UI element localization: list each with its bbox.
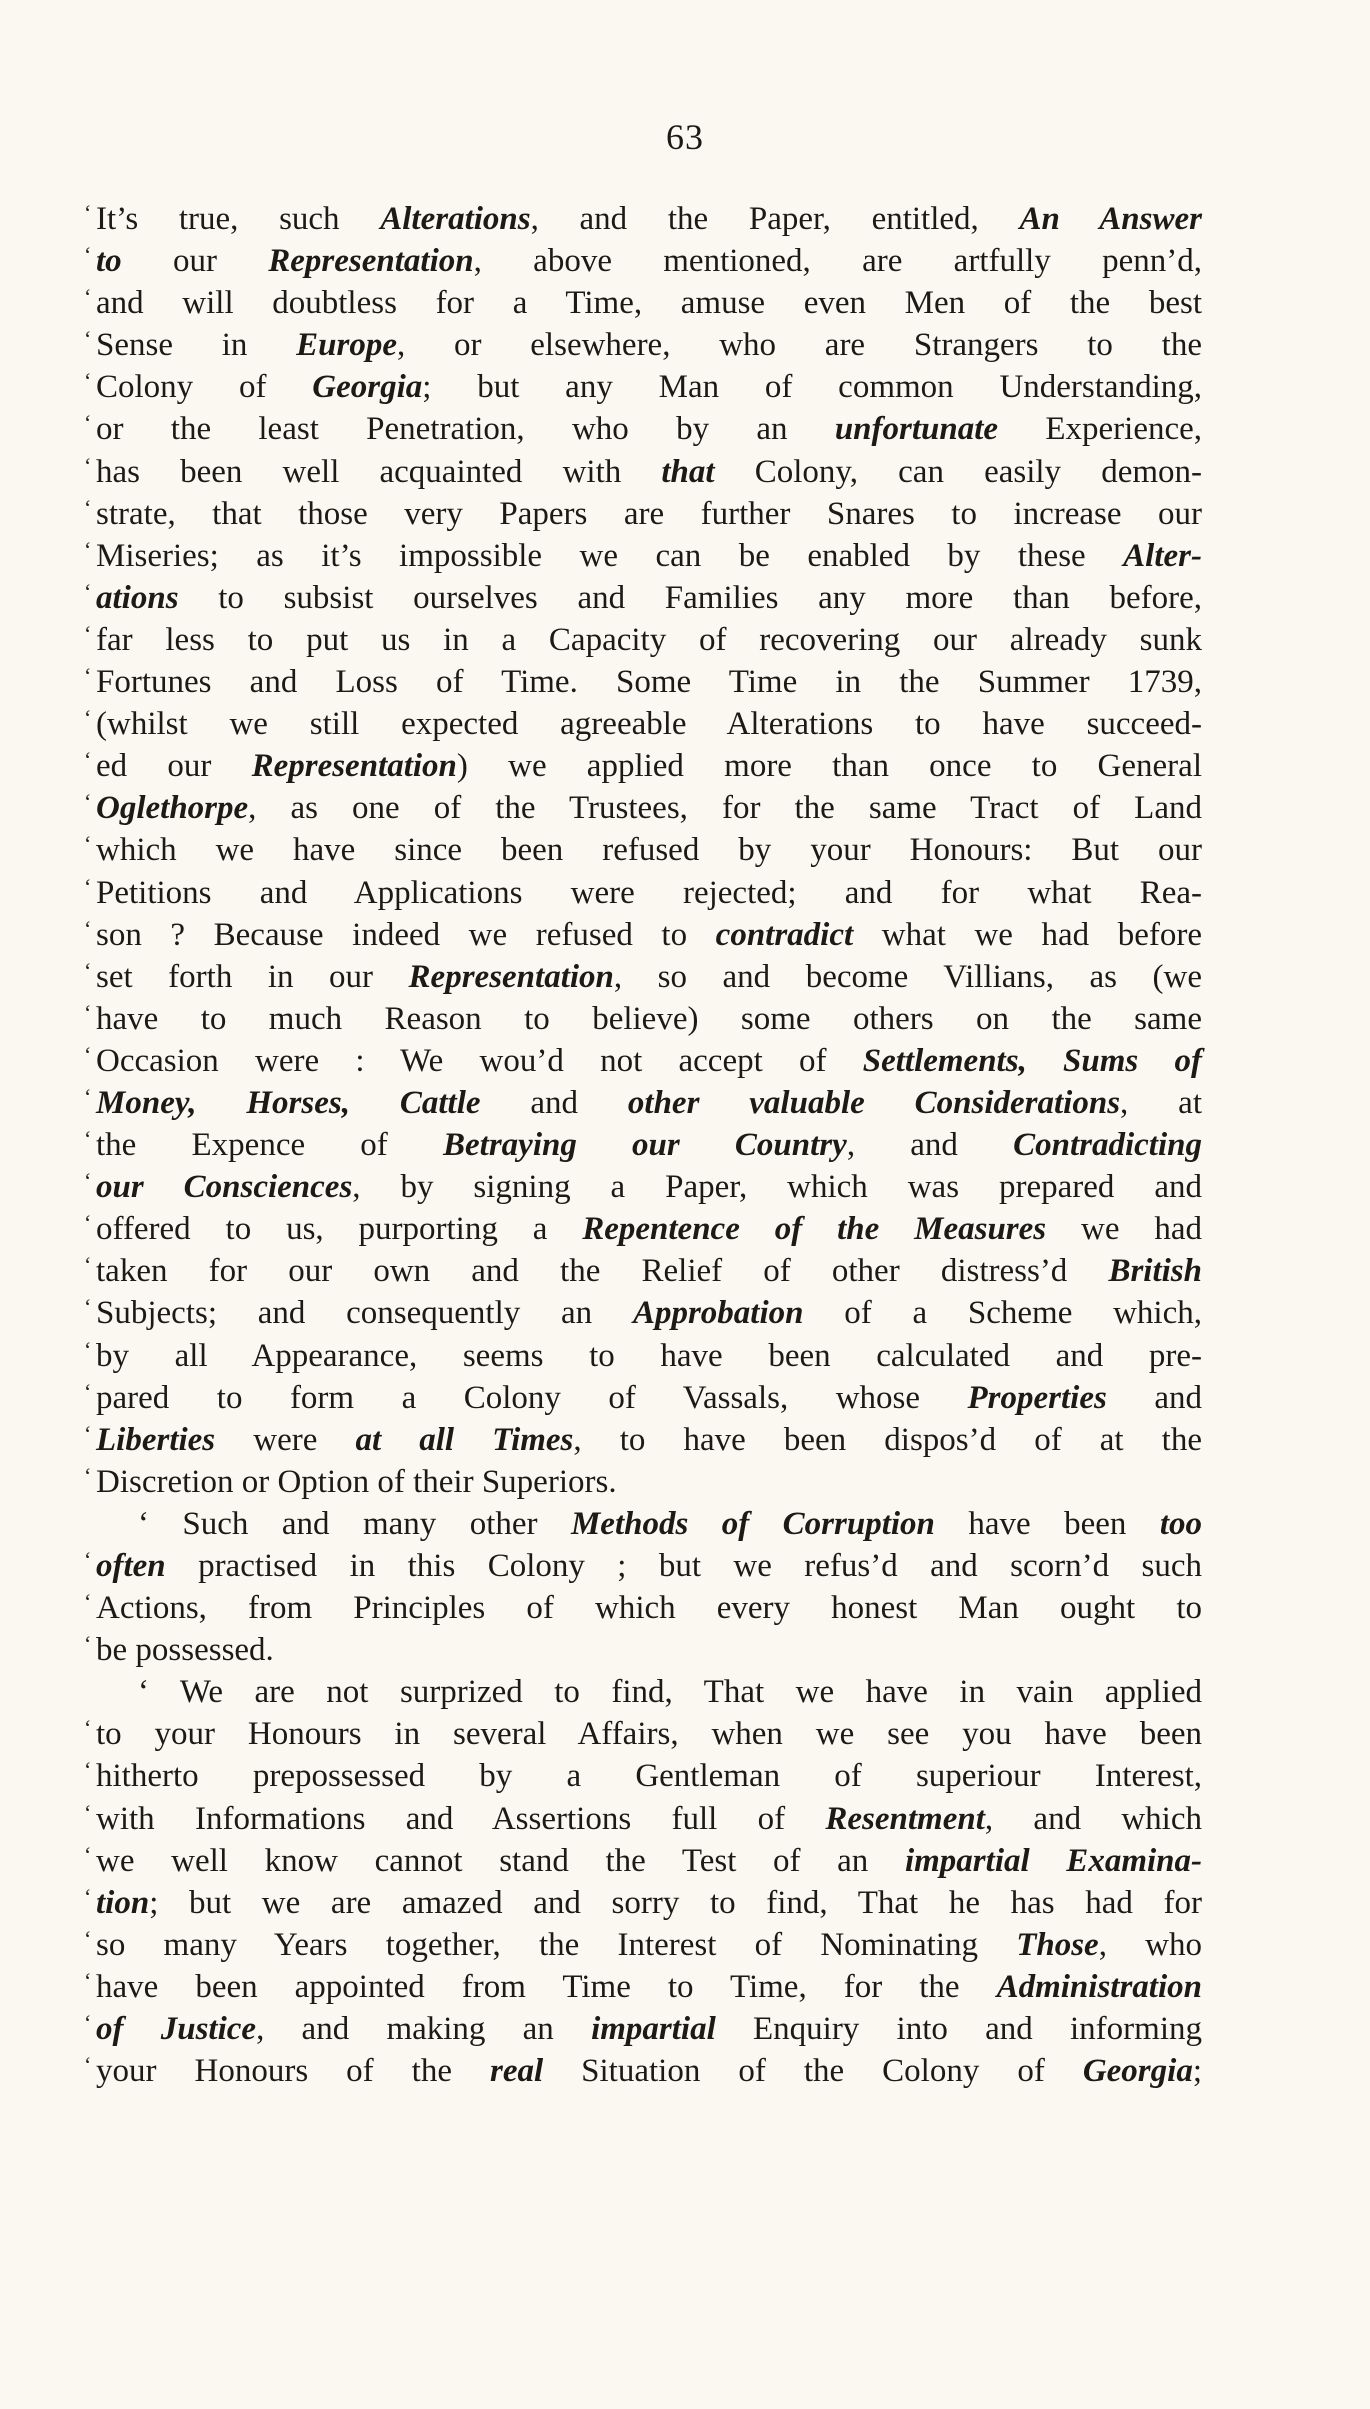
line-text [96,1629,1202,1671]
quote-mark: ‘ [84,1210,92,1236]
italic-phrase: Administration [996,1968,1202,2005]
page-number: 63 [666,117,704,157]
quote-mark: ‘ [84,1294,92,1320]
text-run: , at [1120,1084,1202,1121]
text-run: Miseries; as it’s impossible we can be enabled by these [96,537,1124,574]
text-run: , and [846,1127,1014,1164]
italic-phrase: that [661,453,715,490]
text-run: which we have since been refused by your Honours: But our [96,832,1202,869]
italic-phrase: at all Times [355,1421,574,1458]
quote-mark: ‘ [84,452,92,478]
text-run: , and which [984,1800,1203,1837]
text-run: ; but any Man of common Understanding, [422,369,1203,406]
text-run: and [1106,1379,1202,1416]
line-text [96,198,1202,240]
text-line [84,619,1202,661]
text-run: , to have been dispos’d of at the [573,1421,1203,1458]
quote-mark: ‘ [84,1967,92,1993]
line-text [138,1503,1202,1545]
quote-mark: ‘ [84,1547,92,1572]
quote-mark: ‘ [84,1799,92,1825]
text-line [84,1335,1202,1377]
text-line [84,324,1202,366]
text-line [84,282,1202,324]
text-run: Fortunes and Loss of Time. Some Time in the Summer 1739, [96,664,1202,701]
text-run: with Informations and Assertions full of [96,1800,826,1837]
line-text [96,2008,1202,2050]
line-text [96,661,1202,703]
italic-phrase: Europe [296,327,398,364]
italic-phrase: real [489,2053,544,2090]
quote-mark: ‘ [84,1252,92,1278]
italic-phrase: Liberties [96,1421,216,1458]
text-run: Colony, can easily demon- [714,453,1203,490]
italic-phrase: Methods of Corruption [570,1505,935,1542]
italic-phrase: Oglethorpe [96,790,249,827]
line-text [96,1713,1202,1755]
line-text [96,1924,1202,1966]
italic-phrase: Representation [408,958,614,995]
line-text [96,1840,1202,1882]
text-run: we well know cannot stand the Test of an [96,1842,905,1879]
italic-phrase: Resentment [825,1800,985,1837]
italic-phrase: too [1159,1505,1202,1542]
quote-mark: ‘ [84,915,92,941]
text-line [84,1755,1202,1797]
text-line [84,1292,1202,1334]
text-line [84,1461,1202,1503]
italic-phrase: Properties [967,1379,1107,1416]
quote-mark: ‘ [84,1420,92,1446]
line-text [96,787,1202,829]
text-run: practised in this Colony ; but we refus’d and scorn’d such [165,1548,1202,1584]
text-line [84,661,1202,703]
quote-mark: ‘ [84,326,92,352]
quote-mark: ‘ [84,957,92,983]
line-text [96,745,1202,787]
italic-phrase: An Answer [1019,201,1202,237]
text-line [84,493,1202,535]
line-text [96,998,1202,1040]
italic-phrase: Georgia [312,369,423,406]
text-run: far less to put us in a Capacity of recovering our already sunk [96,621,1202,658]
text-run: what we had before [853,916,1203,953]
text-run: the Expence of [96,1127,443,1164]
text-line [84,872,1202,914]
text-run: Petitions and Applications were rejected; and for what Rea- [96,874,1202,911]
quote-mark: ‘ [84,873,92,899]
text-line [84,998,1202,1040]
quote-mark: ‘ [84,1462,92,1488]
quote-mark: ‘ [84,999,92,1025]
text-run: have been [934,1505,1160,1542]
text-run: It’s true, such [96,201,381,237]
italic-phrase: British [1108,1253,1202,1290]
line-text [96,1882,1202,1924]
line-text [96,2050,1202,2092]
italic-phrase: our Consciences [96,1169,353,1206]
italic-phrase: Betraying our Country [443,1127,847,1164]
text-line [84,577,1202,619]
italic-phrase: ations [96,579,179,616]
text-run: Experience, [998,411,1203,448]
text-run: Subjects; and consequently an [96,1295,633,1332]
text-run: set forth in our [96,958,409,995]
text-run: ; [1192,2053,1202,2090]
text-line [84,1587,1202,1629]
text-run: were [215,1421,356,1458]
text-run: so many Years together, the Interest of Nominating [96,1926,1017,1963]
line-text [96,1292,1202,1334]
text-run: strate, that those very Papers are further Snares to increase our [96,495,1202,532]
line-text [96,1166,1202,1208]
quote-mark: ‘ [84,663,92,689]
quote-mark: ‘ [84,1336,92,1362]
italic-phrase: Money, Horses, Cattle [96,1084,481,1121]
quote-mark: ‘ [84,620,92,646]
line-text [96,1250,1202,1292]
line-text [96,1040,1202,1082]
text-run: son ? Because indeed we refused to [96,916,716,953]
text-run: , by signing a Paper, which was prepared and [352,1169,1202,1206]
quote-mark: ‘ [84,1631,92,1657]
quote-mark: ‘ [84,747,92,773]
line-text [96,829,1202,871]
text-run: ; but we are amazed and sorry to find, That he has had for [149,1884,1202,1921]
quote-mark: ‘ [84,1883,92,1909]
line-text [96,535,1202,577]
text-run: pared to form a Colony of Vassals, whose [96,1379,968,1416]
quote-mark: ‘ [84,410,92,436]
line-text [96,914,1202,956]
text-run: Situation of the Colony of [543,2053,1083,2090]
line-text [96,1124,1202,1166]
line-text [96,240,1202,282]
text-run: be possessed. [96,1632,274,1669]
text-run: ‘ We are not surprized to find, That we have in vain applied [138,1674,1202,1711]
line-text [96,956,1202,998]
italic-phrase: Those [1016,1926,1099,1963]
text-line [84,408,1202,450]
text-line [84,1882,1202,1924]
italic-phrase: impartial Examina- [904,1842,1202,1879]
line-text [96,1082,1202,1124]
line-text [96,1755,1202,1797]
text-line [84,1503,1202,1545]
text-run: offered to us, purporting a [96,1211,583,1248]
line-text [138,1671,1202,1713]
quote-mark: ‘ [84,1715,92,1741]
text-run: , above mentioned, are artfully penn’d, [473,243,1202,280]
text-line [84,703,1202,745]
text-run: ed our [96,748,252,785]
text-line [84,535,1202,577]
text-run: to your Honours in several Affairs, when we see you have been [96,1716,1202,1753]
line-text [96,366,1202,408]
text-line [84,451,1202,493]
quote-mark: ‘ [84,536,92,562]
text-line [84,240,1202,282]
text-run: Colony of [96,369,313,406]
text-run: (whilst we still expected agreeable Alterations to have succeed- [96,706,1202,743]
text-line [84,1545,1202,1587]
text-line [84,1840,1202,1882]
text-line [84,366,1202,408]
line-text [96,872,1202,914]
line-text [96,1419,1202,1461]
text-line [84,1671,1202,1713]
line-text [96,282,1202,324]
text-run: to subsist ourselves and Families any more than before, [178,579,1202,616]
text-run: taken for our own and the Relief of other distress’d [96,1253,1109,1290]
text-run: ‘ Such and many other [138,1505,571,1542]
quote-mark: ‘ [84,578,92,604]
text-line [84,1377,1202,1419]
text-run: Occasion were : We wou’d not accept of [96,1042,863,1079]
line-text [96,1966,1202,2008]
text-run: , and the Paper, entitled, [530,201,1020,237]
italic-phrase: Contradicting [1013,1127,1202,1164]
text-line [84,829,1202,871]
text-run: , as one of the Trustees, for the same Tract of Land [248,790,1202,827]
italic-phrase: Settlements, Sums of [862,1042,1202,1079]
text-run: ) we applied more than once to General [456,748,1202,785]
text-line [84,1419,1202,1461]
italic-phrase: Alter- [1123,537,1202,574]
quote-mark: ‘ [84,2052,92,2078]
text-line [84,787,1202,829]
italic-phrase: Representation [251,748,457,785]
text-line [84,1082,1202,1124]
italic-phrase: impartial [591,2011,716,2048]
text-run: by all Appearance, seems to have been calculated and pre- [96,1337,1202,1374]
text-line [84,2050,1202,2092]
line-text [96,703,1202,745]
text-line [84,2008,1202,2050]
text-run: we had [1046,1211,1203,1248]
quote-mark: ‘ [84,1168,92,1194]
text-line [84,745,1202,787]
text-run: Sense in [96,327,297,364]
text-run: and [480,1084,628,1121]
text-line [84,1713,1202,1755]
quote-mark: ‘ [84,1041,92,1067]
line-text [96,1587,1202,1629]
text-run: has been well acquainted with [96,453,662,490]
text-line [84,1208,1202,1250]
line-text [96,1798,1202,1840]
line-text [96,408,1202,450]
text-run: your Honours of the [96,2053,490,2090]
quote-mark: ‘ [84,2010,92,2036]
text-line [84,1040,1202,1082]
quote-mark: ‘ [84,1126,92,1152]
italic-phrase: other valuable Considerations [627,1084,1121,1121]
text-run: our [121,243,269,280]
text-run: , and making an [256,2011,592,2048]
text-line [84,1250,1202,1292]
line-text [96,1461,1202,1503]
line-text [96,1335,1202,1377]
italic-phrase: of Justice [96,2011,257,2048]
line-text [96,619,1202,661]
text-run: , so and become Villians, as (we [613,958,1202,995]
text-line [84,956,1202,998]
text-run: have been appointed from Time to Time, for the [96,1968,997,2005]
text-run: and will doubtless for a Time, amuse even Men of the best [96,285,1202,322]
italic-phrase: to [96,243,122,280]
text-run: Discretion or Option of their Superiors. [96,1463,617,1500]
quote-mark: ‘ [84,284,92,310]
quote-mark: ‘ [84,1841,92,1867]
line-text [96,493,1202,535]
text-line [84,914,1202,956]
quote-mark: ‘ [84,831,92,857]
italic-phrase: tion [96,1884,150,1921]
quote-mark: ‘ [84,242,92,268]
italic-phrase: Repentence of the Measures [582,1211,1047,1248]
text-line [84,1166,1202,1208]
text-run: , who [1098,1926,1202,1963]
text-run: Enquiry into and informing [715,2011,1202,2048]
line-text [96,1545,1202,1587]
text-line [84,1924,1202,1966]
quote-mark: ‘ [84,200,92,225]
text-line [84,198,1202,240]
quote-mark: ‘ [84,368,92,394]
quote-mark: ‘ [84,1589,92,1615]
text-line [84,1798,1202,1840]
italic-phrase: Georgia [1082,2053,1193,2090]
quote-mark: ‘ [84,1083,92,1109]
text-line [84,1966,1202,2008]
body-text [84,198,1202,2092]
text-line [84,1124,1202,1166]
text-run: , or elsewhere, who are Strangers to the [397,327,1202,364]
text-run: hitherto prepossessed by a Gentleman of superiour Interest, [96,1758,1202,1795]
italic-phrase: Representation [268,243,474,280]
line-text [96,324,1202,366]
quote-mark: ‘ [84,494,92,520]
italic-phrase: contradict [715,916,854,953]
text-run: or the least Penetration, who by an [96,411,835,448]
line-text [96,1208,1202,1250]
text-run: Actions, from Principles of which every honest Man ought to [96,1590,1202,1627]
italic-phrase: Approbation [632,1295,804,1332]
italic-phrase: unfortunate [834,411,999,448]
text-run: of a Scheme which, [803,1295,1202,1332]
quote-mark: ‘ [84,789,92,815]
italic-phrase: often [96,1548,166,1584]
text-line [84,1629,1202,1671]
quote-mark: ‘ [84,1925,92,1951]
quote-mark: ‘ [84,1757,92,1783]
line-text [96,577,1202,619]
quote-mark: ‘ [84,705,92,731]
line-text [96,1377,1202,1419]
text-run: have to much Reason to believe) some others on the same [96,1000,1202,1037]
quote-mark: ‘ [84,1378,92,1404]
italic-phrase: Alterations [380,201,531,237]
line-text [96,451,1202,493]
